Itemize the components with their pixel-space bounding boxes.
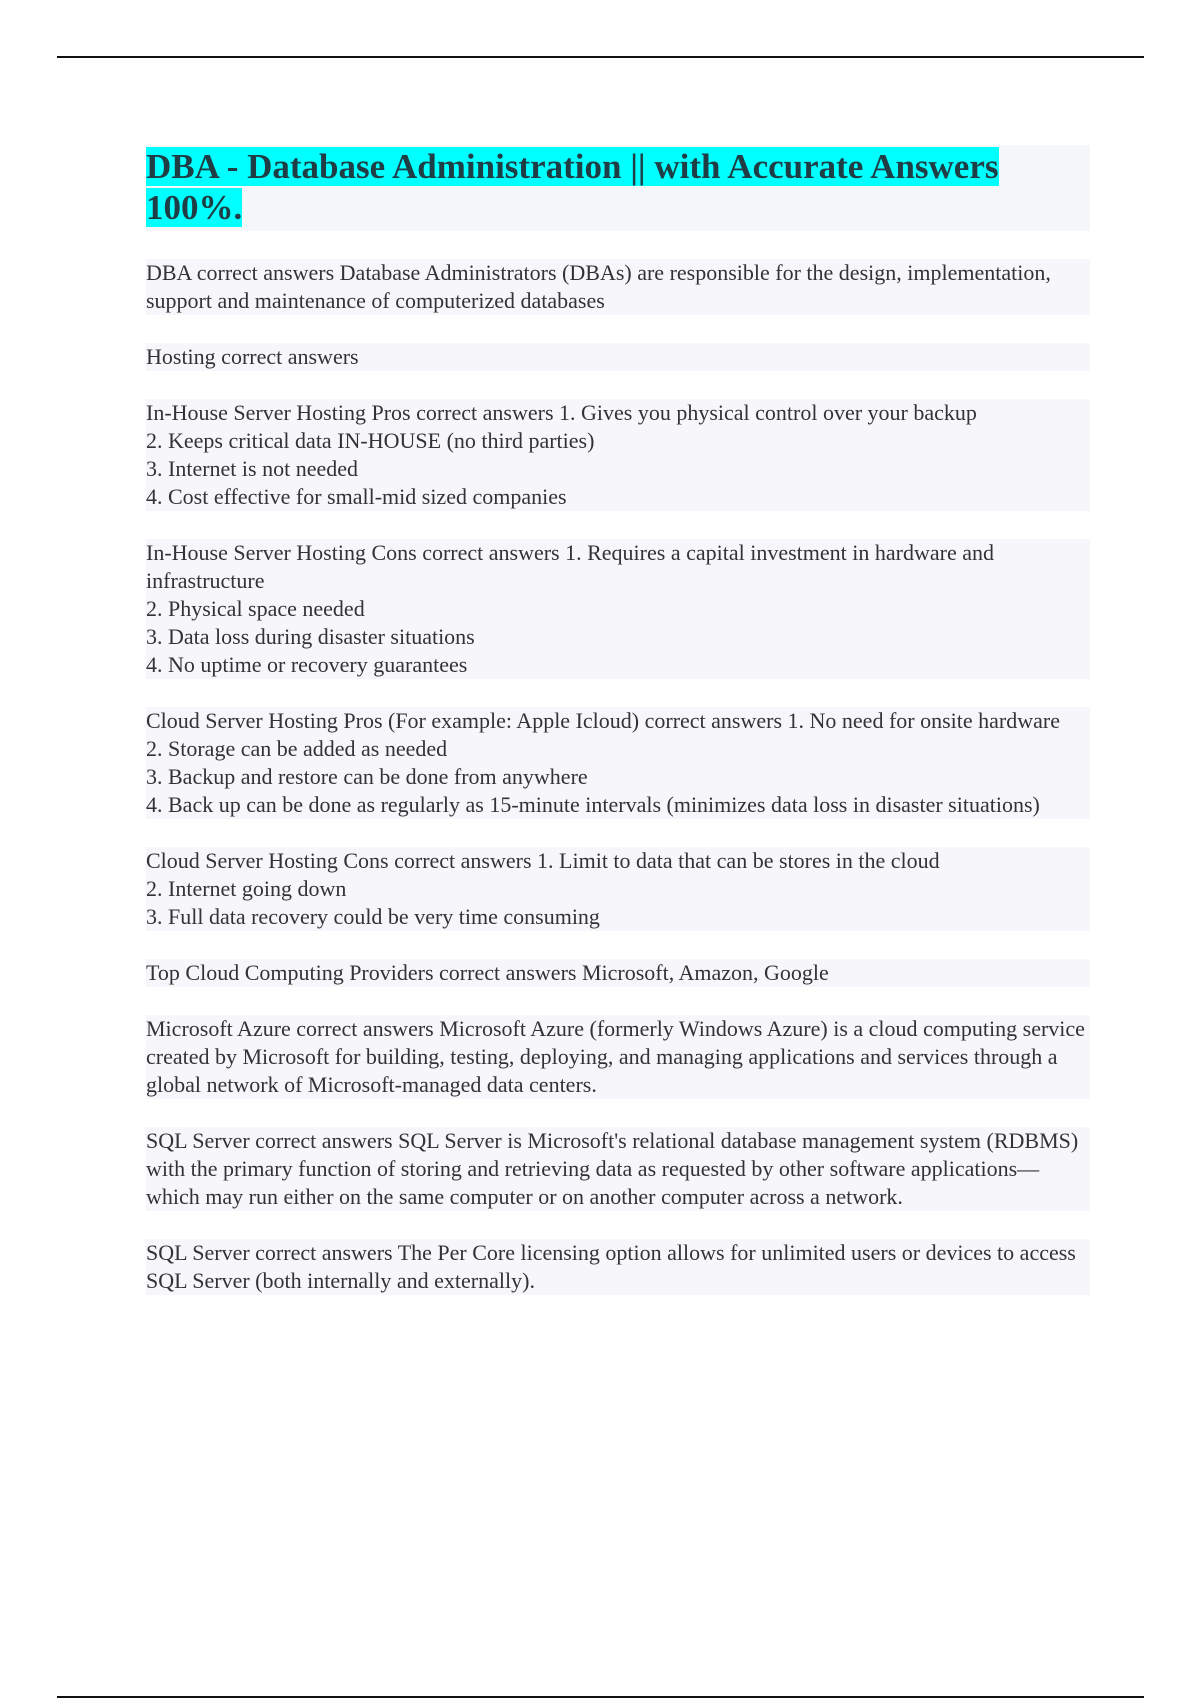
qa-paragraph <box>146 399 1090 511</box>
paragraph-line: Hosting correct answers <box>146 344 359 369</box>
qa-paragraph <box>146 1127 1090 1211</box>
qa-paragraph <box>146 1239 1090 1295</box>
paragraph-list <box>146 259 1090 1295</box>
paragraph-line: Top Cloud Computing Providers correct answers Microsoft, Amazon, Google <box>146 960 829 985</box>
paragraph-line: 2. Storage can be added as needed <box>146 736 448 761</box>
qa-paragraph <box>146 1015 1090 1099</box>
paragraph-line: 3. Full data recovery could be very time consuming <box>146 904 600 929</box>
document-title <box>146 146 1090 228</box>
qa-paragraph <box>146 959 1090 987</box>
paragraph-line: In-House Server Hosting Pros correct answers 1. Gives you physical control over your backup <box>146 400 977 425</box>
paragraph-line: 4. No uptime or recovery guarantees <box>146 652 468 677</box>
paragraph-line: Cloud Server Hosting Pros (For example: Apple Icloud) correct answers 1. No need for onsite hardware <box>146 708 1060 733</box>
qa-paragraph <box>146 847 1090 931</box>
paragraph-line: 4. Cost effective for small-mid sized companies <box>146 484 567 509</box>
paragraph-line: SQL Server correct answers The Per Core licensing option allows for unlimited users or devices to access SQL Server (both internally and externally). <box>146 1240 1076 1293</box>
paragraph-line: 3. Data loss during disaster situations <box>146 624 475 649</box>
paragraph-line: 3. Internet is not needed <box>146 456 358 481</box>
qa-paragraph <box>146 343 1090 371</box>
paragraph-line: DBA correct answers Database Administrators (DBAs) are responsible for the design, implementation, support and maintenance of computerized databases <box>146 260 1051 313</box>
title-block <box>146 145 1090 231</box>
paragraph-line: 2. Physical space needed <box>146 596 365 621</box>
qa-paragraph <box>146 539 1090 679</box>
paragraph-line: 4. Back up can be done as regularly as 15-minute intervals (minimizes data loss in disaster situations) <box>146 792 1040 817</box>
document-title-text: DBA - Database Administration || with Accurate Answers 100%. <box>146 147 999 227</box>
paragraph-line: 3. Backup and restore can be done from anywhere <box>146 764 588 789</box>
paragraph-line: Microsoft Azure correct answers Microsoft Azure (formerly Windows Azure) is a cloud computing service created by Microsoft for building, testing, deploying, and managing applications and services through a global network of Microsoft-managed data centers. <box>146 1016 1085 1097</box>
header-rule <box>57 56 1144 58</box>
qa-paragraph <box>146 707 1090 819</box>
paragraph-line: 2. Internet going down <box>146 876 347 901</box>
paragraph-line: In-House Server Hosting Cons correct answers 1. Requires a capital investment in hardware and infrastructure <box>146 540 994 593</box>
document-body <box>146 145 1090 1323</box>
paragraph-line: 2. Keeps critical data IN-HOUSE (no third parties) <box>146 428 595 453</box>
paragraph-line: SQL Server correct answers SQL Server is Microsoft's relational database management system (RDBMS) with the primary function of storing and retrieving data as requested by other software applications—which may run either on the same computer or on another computer across a network. <box>146 1128 1079 1209</box>
qa-paragraph <box>146 259 1090 315</box>
footer-rule <box>57 1696 1144 1698</box>
paragraph-line: Cloud Server Hosting Cons correct answers 1. Limit to data that can be stores in the cloud <box>146 848 940 873</box>
